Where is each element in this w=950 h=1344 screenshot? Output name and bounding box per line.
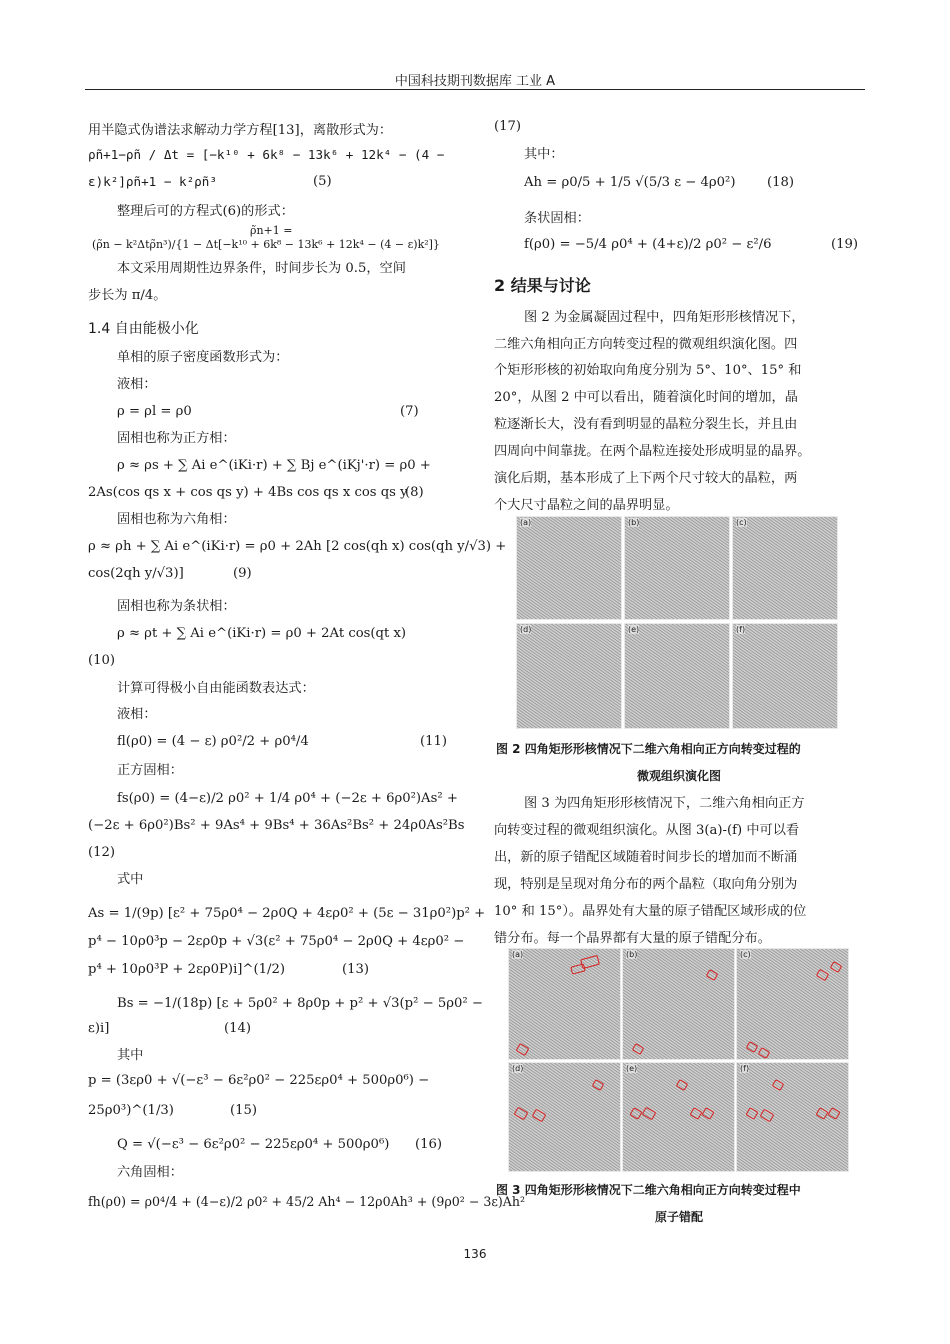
micrograph-panel: [736, 948, 849, 1060]
equation-number: (14): [224, 1021, 252, 1036]
figure-2-caption-cont: 微观组织演化图: [636, 769, 721, 783]
paragraph-line: 粒逐渐长大，没有看到明显的晶粒分裂生长，并且由: [494, 417, 798, 432]
paragraph-line: 图 3 为四角矩形形核情况下，二维六角相向正方: [524, 796, 805, 811]
equation-5-line2: ε)k²]ρ̃n+1 − k²ρ̃n³: [88, 174, 217, 189]
paragraph-line: 错分布。每一个晶界都有大量的原子错配分布。: [494, 931, 771, 946]
paragraph-line: 四周向中间靠拢。在两个晶粒连接处形成明显的晶界。: [494, 444, 811, 459]
misfit-region: [676, 1079, 689, 1091]
misfit-region: [701, 1107, 714, 1120]
paragraph-line: 二维六角相向正方向转变过程的微观组织演化图。四: [494, 337, 798, 352]
equation-number: (17): [494, 119, 522, 134]
panel-label: (d): [512, 1064, 524, 1073]
micrograph-panel: [732, 516, 838, 620]
paragraph-line: 个矩形形核的初始取向角度分别为 5°、10°、15° 和: [494, 363, 802, 378]
micrograph-panel: [624, 623, 730, 729]
text-line: 整理后可的方程式(6)的形式：: [117, 204, 294, 219]
text-line: 其中：: [524, 147, 564, 162]
equation-number: (9): [233, 566, 252, 581]
misfit-region: [592, 1079, 605, 1091]
equation-15-line1: p = (3ερ0 + √(−ε³ − 6ε²ρ0² − 225ερ0⁴ + 500ρ0⁶) −: [88, 1073, 430, 1088]
misfit-region: [760, 1109, 775, 1123]
equation-14-line2: ε)i]: [88, 1021, 110, 1036]
equation-14-line1: Bs = −1/(18p) [ε + 5ρ0² + 8ρ0p + p² + √3(p² − 5ρ0² −: [117, 996, 483, 1011]
misfit-region: [632, 1043, 645, 1055]
equation-number: (12): [88, 845, 116, 860]
misfit-region: [629, 1107, 642, 1120]
paragraph-line: 出，新的原子错配区域随着时间步长的增加而不断涌: [494, 850, 798, 865]
misfit-region: [570, 963, 586, 974]
equation-6: (ρ̃n − k²Δtρ̃n³)/{1 − Δt[−k¹⁰ + 6k⁸ − 13k⁶ + 12k⁴ − (4 − ε)k²]}: [92, 238, 440, 251]
equation-9-line2: cos(2qh y/√3)]: [88, 566, 184, 581]
misfit-region: [758, 1047, 771, 1059]
equation-13-line3: p⁴ + 10ρ0³P + 2ερ0P)i]^(1/2): [88, 962, 285, 977]
equation-16: Q = √(−ε³ − 6ε²ρ0² − 225ερ0⁴ + 500ρ0⁶): [117, 1137, 390, 1152]
equation-9-line1: ρ ≈ ρh + ∑ Ai e^(iKi·r) = ρ0 + 2Ah [2 cos(qh x) cos(qh y/√3) +: [88, 539, 507, 554]
misfit-region: [772, 1079, 785, 1091]
paragraph-line: 演化后期，基本形成了上下两个尺寸较大的晶粒，两: [494, 471, 798, 486]
misfit-region: [830, 961, 843, 973]
section-heading-2: 2 结果与讨论: [494, 276, 591, 295]
misfit-region: [815, 1107, 828, 1120]
paragraph-line: 10° 和 15°）。晶界处有大量的原子错配区域形成的位: [494, 904, 807, 919]
micrograph-panel: [516, 623, 622, 729]
equation-12-line2: (−2ε + 6ρ0²)Bs² + 9As⁴ + 9Bs⁴ + 36As²Bs² + 24ρ0As²Bs: [88, 818, 465, 833]
panel-label: (c): [740, 950, 751, 959]
misfit-region: [515, 1043, 529, 1056]
text-line: 六角固相：: [117, 1165, 183, 1180]
running-header: 中国科技期刊数据库 工业 A: [394, 74, 556, 89]
micrograph-panel: [622, 1062, 735, 1172]
equation-12-line1: fs(ρ0) = (4−ε)/2 ρ0² + 1/4 ρ0⁴ + (−2ε + 6ρ0²)As² +: [117, 791, 458, 806]
equation-19: f(ρ0) = −5/4 ρ0⁴ + (4+ε)/2 ρ0² − ε²/6: [524, 237, 772, 252]
equation-number: (15): [230, 1103, 258, 1118]
equation-7: ρ = ρl = ρ0: [117, 404, 192, 419]
text-line: 步长为 π/4。: [88, 288, 167, 303]
misfit-region: [706, 969, 719, 981]
equation-10: ρ ≈ ρt + ∑ Ai e^(iKi·r) = ρ0 + 2At cos(qt x): [117, 626, 407, 641]
panel-label: (c): [736, 518, 747, 527]
text-line: 条状固相：: [524, 211, 590, 226]
misfit-region: [816, 969, 830, 981]
text-line: 本文采用周期性边界条件，时间步长为 0.5，空间: [117, 261, 406, 276]
panel-label: (e): [626, 1064, 638, 1073]
paragraph-line: 向转变过程的微观组织演化。从图 3(a)-(f) 中可以看: [494, 823, 800, 838]
paragraph-line: 20°，从图 2 中可以看出，随着演化时间的增加，晶: [494, 390, 798, 405]
panel-label: (b): [626, 950, 638, 959]
panel-label: (e): [628, 625, 640, 634]
misfit-region: [827, 1107, 840, 1120]
micrograph-panel: [622, 948, 735, 1060]
panel-label: (b): [628, 518, 640, 527]
text-line: 液相：: [117, 707, 157, 722]
text-line: 用半隐式伪谱法求解动力学方程[13]，离散形式为：: [88, 123, 393, 138]
misfit-region: [746, 1041, 759, 1053]
equation-8-line1: ρ ≈ ρs + ∑ Ai e^(iKi·r) + ∑ Bj e^(iKj'·r) = ρ0 +: [117, 458, 431, 473]
equation-15-line2: 25ρ0³)^(1/3): [88, 1103, 174, 1118]
equation-number: (8): [405, 485, 424, 500]
text-line: 计算可得极小自由能函数表达式：: [117, 681, 315, 696]
equation-8-line2: 2As(cos qs x + cos qs y) + 4Bs cos qs x cos qs y: [88, 485, 408, 500]
paragraph-line: 个大尺寸晶粒之间的晶界明显。: [494, 498, 679, 513]
equation-number: (5): [313, 174, 332, 189]
equation-6-lhs: ρ̃n+1 =: [250, 224, 293, 237]
equation-5-line1: ρ̃n+1−ρ̃n / Δt = [−k¹⁰ + 6k⁸ − 13k⁶ + 12k⁴ − (4 −: [88, 147, 445, 162]
micrograph-panel: [624, 516, 730, 620]
equation-number: (11): [420, 734, 448, 749]
text-line: 式中: [117, 872, 144, 887]
micrograph-panel: [516, 516, 622, 620]
text-line: 液相：: [117, 377, 157, 392]
paragraph-line: 现，特别是呈现对角分布的两个晶粒（取向角分别为: [494, 877, 798, 892]
misfit-region: [514, 1107, 529, 1121]
paragraph-line: 图 2 为金属凝固过程中，四角矩形形核情况下，: [524, 310, 805, 325]
text-line: 固相也称为条状相：: [117, 599, 236, 614]
panel-label: (a): [512, 950, 524, 959]
misfit-region: [689, 1107, 702, 1120]
panel-label: (d): [520, 625, 532, 634]
page-number: 136: [463, 1247, 487, 1261]
micrograph-panel: [736, 1062, 849, 1172]
figure-3-caption-cont: 原子错配: [654, 1210, 703, 1224]
micrograph-panel: [508, 948, 621, 1060]
text-line: 正方固相：: [117, 763, 183, 778]
equation-18: Ah = ρ0/5 + 1/5 √(5/3 ε − 4ρ0²): [524, 175, 736, 190]
equation-13-line2: p⁴ − 10ρ0³p − 2ερ0p + √3(ε² + 75ρ0⁴ − 2ρ0Q + 4ερ0² −: [88, 934, 465, 949]
equation-number: (10): [88, 653, 116, 668]
micrograph-panel: [732, 623, 838, 729]
equation-number: (16): [415, 1137, 443, 1152]
misfit-region: [532, 1109, 547, 1123]
header-rule: [85, 89, 865, 90]
misfit-region: [642, 1107, 657, 1121]
text-line: 其中: [117, 1048, 144, 1063]
equation-number: (19): [831, 237, 859, 252]
figure-2-caption: 图 2 四角矩形形核情况下二维六角相向正方向转变过程的: [496, 742, 801, 756]
section-heading-1-4: 1.4 自由能极小化: [88, 321, 199, 337]
micrograph-panel: [508, 1062, 621, 1172]
text-line: 固相也称为正方相：: [117, 431, 236, 446]
equation-17: fh(ρ0) = ρ0⁴/4 + (4−ε)/2 ρ0² + 45/2 Ah⁴ − 12ρ0Ah³ + (9ρ0² − 3ε)Ah²: [88, 1194, 526, 1209]
equation-11: fl(ρ0) = (4 − ε) ρ0²/2 + ρ0⁴/4: [117, 734, 309, 749]
panel-label: (a): [520, 518, 532, 527]
equation-number: (13): [342, 962, 370, 977]
equation-number: (7): [400, 404, 419, 419]
text-line: 固相也称为六角相：: [117, 512, 236, 527]
panel-label: (f): [736, 625, 746, 634]
text-line: 单相的原子密度函数形式为：: [117, 350, 289, 365]
equation-13-line1: As = 1/(9p) [ε² + 75ρ0⁴ − 2ρ0Q + 4ερ0² + (5ε − 31ρ0²)p² +: [88, 906, 486, 921]
misfit-region: [745, 1107, 758, 1120]
panel-label: (f): [740, 1064, 750, 1073]
equation-number: (18): [767, 175, 795, 190]
figure-3-caption: 图 3 四角矩形形核情况下二维六角相向正方向转变过程中: [496, 1183, 801, 1197]
